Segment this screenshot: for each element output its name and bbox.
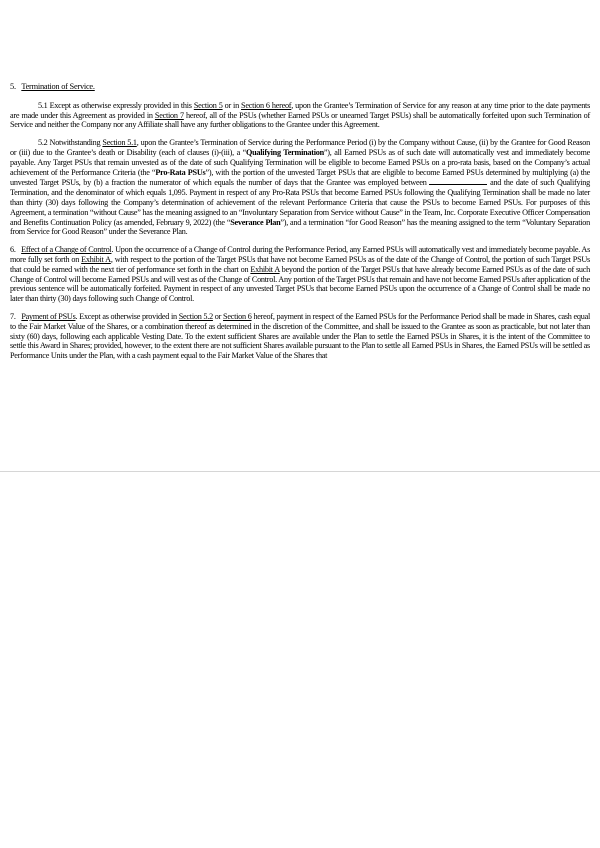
text-run: ”), with the portion of the unvested Target PSUs that are eligible to become Earned PSUs determined by multiplying (a) the unvested Target PSUs, by (b) a fraction the numerator of which equals the number of days that the Grantee was employed between bbox=[10, 167, 591, 188]
paragraph-5-2 bbox=[10, 138, 590, 237]
section-7-title: Payment of PSUs bbox=[21, 311, 76, 321]
text-run: or in bbox=[222, 100, 242, 110]
page-divider bbox=[0, 471, 600, 472]
section-5-heading bbox=[10, 82, 590, 92]
text-run: hereof, payment in respect of the Earned PSUs for the Performance Period shall be made in Shares, cash equal to the Fair Market Value of the Shares, or a combination thereof as determined in the discretion of the Committee, and shall be issued to the Grantee as soon as practicable, but not later than sixty (60) days, following each applicable Vesting Date. To the extent sufficient Shares are available under the Plan to settle the Earned PSUs in Shares, it is the intent of the Committee to settle this Award in Shares; provided, however, to the extent there are not sufficient Shares available pursuant to the Plan to settle all Earned PSUs in Shares, the Earned PSUs will be settled as Performance Units under the Plan, with a cash payment equal to the Fair Market Value of the Shares that bbox=[10, 311, 591, 361]
section-5-number: 5. bbox=[10, 82, 16, 91]
text-run: ”), all Earned PSUs as of such date will automatically vest and immediately become payable. Any Target PSUs that remain unvested as of the date of such Qualifying Termination will be eligible to become Earned PSUs on a pro-rata basis, based on the Company’s actual achievement of the Performance Criteria (the “ bbox=[10, 147, 590, 177]
exhibit-a-link[interactable]: Exhibit A bbox=[81, 254, 111, 264]
section-7-link[interactable]: Section 7 bbox=[154, 110, 184, 120]
defined-term-qualifying-termination: Qualifying Termination bbox=[246, 147, 324, 157]
text-run: . Upon the occurrence of a Change of Control during the Performance Period, any Earned PSUs will automatically vest and immediately become payable. As more fully set forth on bbox=[10, 245, 590, 264]
document-body bbox=[10, 82, 590, 369]
text-run: , upon the Grantee’s Termination of Service during the Performance Period (i) by the Company without Cause, (ii) by the Grantee for Good Reason or (iii) due to the Grantee’s death or Disability (each of clauses (i)-(iii), a “ bbox=[10, 138, 590, 157]
section-6-link[interactable]: Section 6 bbox=[223, 311, 252, 321]
section-6-paragraph bbox=[10, 245, 590, 304]
text-run: beyond the portion of the Target PSUs that have already become Earned PSUs as of the date of such Change of Control will become Earned PSUs and will vest as of the Change of Control. Any portion of the Target PSUs that remain and have not become Earned PSUs after application of the previous sentence will be automatically forfeited. Payment in respect of any unvested Target PSUs that become Earned PSUs upon the occurrence of a Change of Control shall be made no later than thirty (30) days following such Change of Control. bbox=[10, 264, 591, 304]
text-run: ”), and a termination “for Good Reason” has the meaning assigned to the term “Voluntary Separation from Service for Good Reason” under the Severance Plan. bbox=[10, 217, 590, 237]
text-run: . Except as otherwise provided in bbox=[75, 311, 179, 321]
section-5-title: Termination of Service. bbox=[21, 82, 95, 91]
exhibit-a-link[interactable]: Exhibit A bbox=[250, 264, 280, 274]
defined-term-severance-plan: Severance Plan bbox=[230, 217, 281, 227]
section-7-number: 7. bbox=[10, 311, 16, 321]
text-run: and the date of such Qualifying Termination, and the denominator of which equals 1,095. Payment in respect of any Pro-Rata PSUs that become Earned PSUs following the Qualifying Termination shall be made no later than thirty (30) days following the Company’s determination of achievement of the relevant Performance Criteria that cause the PSUs to become Earned PSUs. For purposes of this Agreement, a termination “without Cause” has the meaning assigned to an “Involuntary Separation from Service without Cause” in the Team, Inc. Corporate Executive Officer Compensation and Benefits Continuation Policy (as amended, February 9, 2022) (the “ bbox=[10, 178, 590, 227]
text-run: , upon the Grantee’s Termination of Service for any reason at any time prior to the date payments are made under this Agreement as provided in bbox=[10, 100, 591, 120]
section-6-link[interactable]: Section 6 hereof bbox=[241, 100, 292, 110]
text-run: or bbox=[212, 311, 224, 321]
section-5-1-link[interactable]: Section 5.1 bbox=[102, 138, 137, 148]
blank-date-line bbox=[429, 177, 487, 185]
text-run: 5.2 Notwithstanding bbox=[38, 138, 103, 148]
text-run: hereof, all of the PSUs (whether Earned PSUs or unearned Target PSUs) shall be automatically forfeited upon such Termination of Service and neither the Company nor any Affiliate shall have any further obligations to the Grantee under this Agreement. bbox=[10, 110, 590, 130]
text-run: 5.1 Except as otherwise expressly provided in this bbox=[38, 100, 194, 110]
section-5-link[interactable]: Section 5 bbox=[193, 100, 223, 110]
defined-term-pro-rata-psus: Pro-Rata PSUs bbox=[155, 167, 206, 177]
section-6-number: 6. bbox=[10, 245, 16, 255]
section-6-title: Effect of a Change of Control bbox=[21, 245, 112, 255]
paragraph-5-1 bbox=[10, 101, 590, 130]
section-5-2-link[interactable]: Section 5.2 bbox=[178, 311, 213, 321]
text-run: , with respect to the portion of the Target PSUs that have not become Earned PSUs as of the date of the Change of Control, the portion of such Target PSUs that could be earned with the next tier of performance set forth in the chart on bbox=[10, 254, 590, 274]
section-7-paragraph bbox=[10, 312, 590, 361]
